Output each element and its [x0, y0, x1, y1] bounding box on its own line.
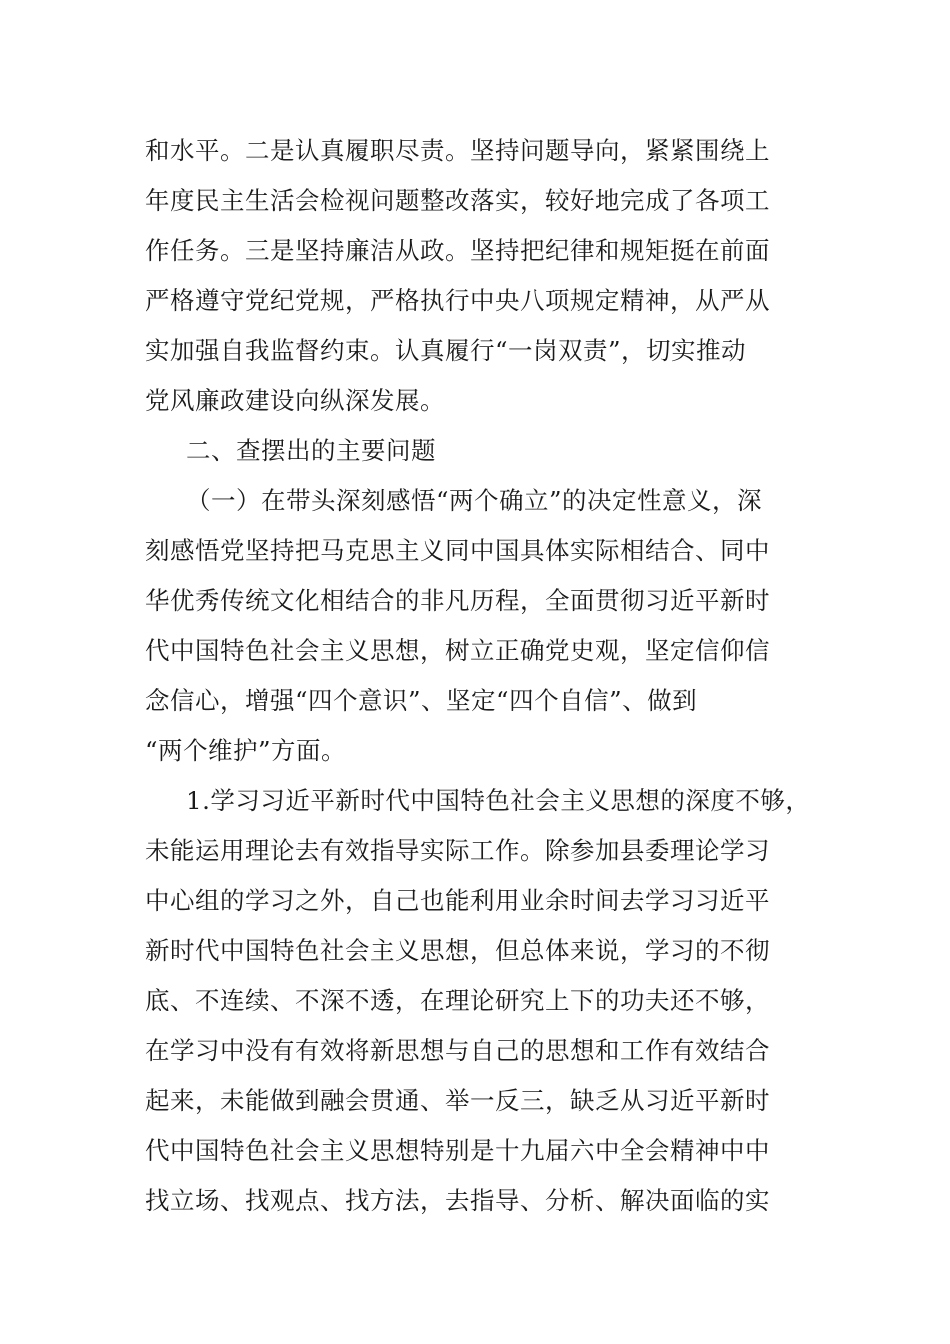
item-1-line-8: 代中国特色社会主义思想特别是十九届六中全会精神中中 — [145, 1136, 770, 1165]
section-heading: 二、查摆出的主要问题 — [186, 436, 436, 465]
text-line-2: 年度民主生活会检视问题整改落实，较好地完成了各项工 — [145, 186, 770, 215]
text-line-3: 作任务。三是坚持廉洁从政。坚持把纪律和规矩挺在前面 — [145, 236, 770, 265]
item-1-line-7: 起来，未能做到融会贯通、举一反三，缺乏从习近平新时 — [145, 1086, 770, 1115]
item-1-line-2: 未能运用理论去有效指导实际工作。除参加县委理论学习 — [145, 836, 770, 865]
subsection-heading-line-1: （一）在带头深刻感悟“两个确立”的决定性意义，深 — [186, 486, 763, 515]
item-1-line-4: 新时代中国特色社会主义思想，但总体来说，学习的不彻 — [145, 936, 770, 965]
text-line-1: 和水平。二是认真履职尽责。坚持问题导向，紧紧围绕上 — [145, 136, 770, 165]
subsection-heading-line-3: 华优秀传统文化相结合的非凡历程，全面贯彻习近平新时 — [145, 586, 770, 615]
subsection-heading-line-4: 代中国特色社会主义思想，树立正确党史观，坚定信仰信 — [145, 636, 770, 665]
text-line-5: 实加强自我监督约束。认真履行“一岗双责”，切实推动 — [145, 336, 747, 365]
item-1-line-9: 找立场、找观点、找方法，去指导、分析、解决面临的实 — [145, 1186, 770, 1215]
text-line-4: 严格遵守党纪党规，严格执行中央八项规定精神，从严从 — [145, 286, 770, 315]
text-line-6: 党风廉政建设向纵深发展。 — [145, 386, 445, 415]
item-1-line-1: 1.学习习近平新时代中国特色社会主义思想的深度不够， — [186, 786, 811, 815]
item-1-line-3: 中心组的学习之外，自己也能利用业余时间去学习习近平 — [145, 886, 770, 915]
subsection-heading-line-6: “两个维护”方面。 — [145, 736, 347, 765]
item-1-line-5: 底、不连续、不深不透，在理论研究上下的功夫还不够， — [145, 986, 770, 1015]
subsection-heading-line-5: 念信心，增强“四个意识”、坚定“四个自信”、做到 — [145, 686, 698, 715]
subsection-heading-line-2: 刻感悟党坚持把马克思主义同中国具体实际相结合、同中 — [145, 536, 770, 565]
item-1-line-6: 在学习中没有有效将新思想与自己的思想和工作有效结合 — [145, 1036, 770, 1065]
